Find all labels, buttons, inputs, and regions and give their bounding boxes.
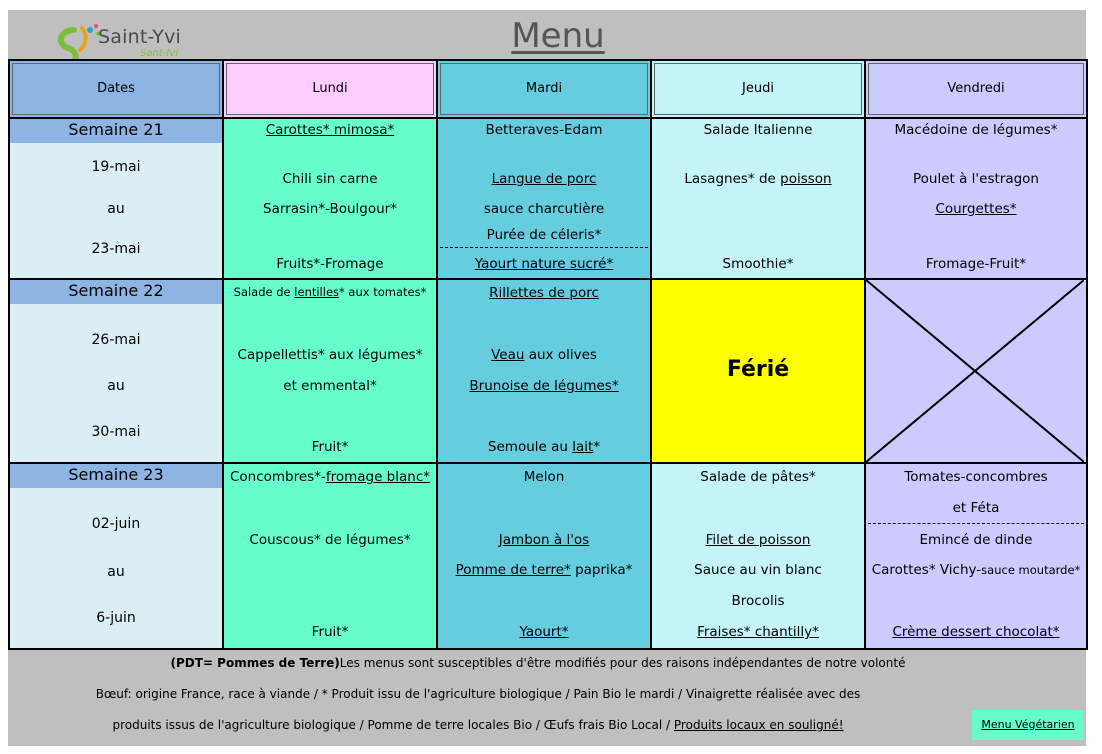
dish: Smoothie* <box>722 256 794 272</box>
dashed-divider <box>440 247 648 248</box>
dish: Fruit* <box>311 439 349 455</box>
dish-line: Lasagnes* de poisson <box>684 171 832 187</box>
header-row <box>9 60 1087 118</box>
week-label: Semaine 22 <box>10 280 222 304</box>
week-start-date: 02-juin <box>91 516 141 532</box>
dish: Salade de pâtes* <box>700 469 816 485</box>
dish: Purée de céleris* <box>486 227 602 243</box>
col-header-vendredi: Vendredi <box>865 60 1087 118</box>
dish-line: Carottes* Vichy-sauce moutarde* <box>871 562 1081 578</box>
jeudi-cell <box>651 118 865 279</box>
dish: et emmental* <box>283 378 377 394</box>
dish: Langue de porc <box>491 171 597 187</box>
dish: Yaourt* <box>519 624 569 640</box>
holiday-label: Férié <box>726 357 790 382</box>
mardi-cell <box>437 118 651 279</box>
week-dates-cell <box>9 279 223 463</box>
dish: Fromage-Fruit* <box>925 256 1027 272</box>
week-end-date: 23-mai <box>91 241 141 257</box>
vegetarian-menu-button[interactable]: Menu Végétarien <box>972 710 1084 740</box>
week-start-date: 26-mai <box>91 332 141 348</box>
col-header-lundi: Lundi <box>223 60 437 118</box>
dish: Jambon à l'os <box>498 532 590 548</box>
local-products-link[interactable]: Produits locaux en souligné! <box>673 718 844 732</box>
dish: Courgettes* <box>935 201 1017 217</box>
no-service-cell <box>865 279 1087 463</box>
footer-line-3: produits issus de l'agriculture biologique / Pomme de terre locales Bio / Œufs frais Bio Local / Produits locaux en souligné! <box>112 718 844 732</box>
week-dates-cell <box>9 118 223 279</box>
dish: Rillettes de porc <box>489 285 599 301</box>
menu-table <box>8 59 1088 650</box>
dish: Melon <box>523 469 565 485</box>
footer-line-1: (PDT= Pommes de Terre)Les menus sont susceptibles d'être modifiés pour des raisons indépendantes de notre volonté <box>170 656 906 670</box>
mardi-cell <box>437 279 651 463</box>
lundi-cell <box>223 279 437 463</box>
lundi-cell <box>223 118 437 279</box>
dish: Chili sin carne <box>282 171 378 187</box>
page-title: Menu <box>511 16 605 56</box>
dish: Yaourt nature sucré* <box>474 256 614 272</box>
dish: Fruits*-Fromage <box>276 256 384 272</box>
dish: Filet de poisson <box>705 532 811 548</box>
col-header-dates: Dates <box>9 60 223 118</box>
dish: Carottes* mimosa* <box>265 122 395 138</box>
dish: sauce charcutière <box>483 201 605 217</box>
week-date-separator: au <box>107 201 125 217</box>
logo-name: Saint-Yvi <box>98 26 182 48</box>
week-date-separator: au <box>107 564 125 580</box>
dish: Sauce au vin blanc <box>694 562 822 578</box>
dashed-divider <box>868 523 1084 524</box>
week-row-21 <box>9 118 1087 279</box>
dish: Brunoise de légumes* <box>469 378 619 394</box>
dish-line: Semoule au lait* <box>487 439 601 455</box>
jeudi-cell <box>651 463 865 649</box>
week-label: Semaine 23 <box>10 464 222 488</box>
dish: Cappellettis* aux légumes* <box>237 347 423 363</box>
week-row-22 <box>9 279 1087 463</box>
dish: Salade Italienne <box>703 122 813 138</box>
dish: Tomates-concombres <box>904 469 1048 485</box>
col-header-jeudi: Jeudi <box>651 60 865 118</box>
dish: et Féta <box>952 500 1000 516</box>
dish-line: Concombres*-fromage blanc* <box>229 469 431 485</box>
dish: Fruit* <box>311 624 349 640</box>
footer-line-2: Bœuf: origine France, race à viande / * Produit issu de l'agriculture biologique / Pain Bio le mardi / Vinaigrette réalisée avec des <box>95 687 861 701</box>
dish: Betteraves-Edam <box>485 122 603 138</box>
col-header-mardi: Mardi <box>437 60 651 118</box>
week-dates-cell <box>9 463 223 649</box>
dish-line: Veau aux olives <box>491 347 597 363</box>
week-date-separator: au <box>107 378 125 394</box>
dish: Poulet à l'estragon <box>913 171 1039 187</box>
week-label: Semaine 21 <box>10 119 222 143</box>
vendredi-cell <box>865 463 1087 649</box>
week-end-date: 6-juin <box>96 610 136 626</box>
dish: Brocolis <box>731 593 785 609</box>
lundi-cell <box>223 463 437 649</box>
dish-line: Pomme de terre* paprika* <box>455 562 633 578</box>
week-end-date: 30-mai <box>91 424 141 440</box>
dish: Emincé de dinde <box>919 532 1033 548</box>
dish: Couscous* de légumes* <box>249 532 411 548</box>
cross-out-icon <box>866 280 1084 462</box>
dish: Crème dessert chocolat* <box>892 624 1060 640</box>
dish: Sarrasin*-Boulgour* <box>263 201 397 217</box>
dish-line: Salade de lentilles* aux tomates* <box>233 285 427 299</box>
week-start-date: 19-mai <box>91 159 141 175</box>
logo-subtitle: Sant-Ivi <box>140 48 178 59</box>
week-row-23 <box>9 463 1087 649</box>
dish: Macédoine de légumes* <box>894 122 1058 138</box>
ferie-cell <box>651 279 865 463</box>
dish: Fraises* chantilly* <box>697 624 819 640</box>
mardi-cell <box>437 463 651 649</box>
vendredi-cell <box>865 118 1087 279</box>
